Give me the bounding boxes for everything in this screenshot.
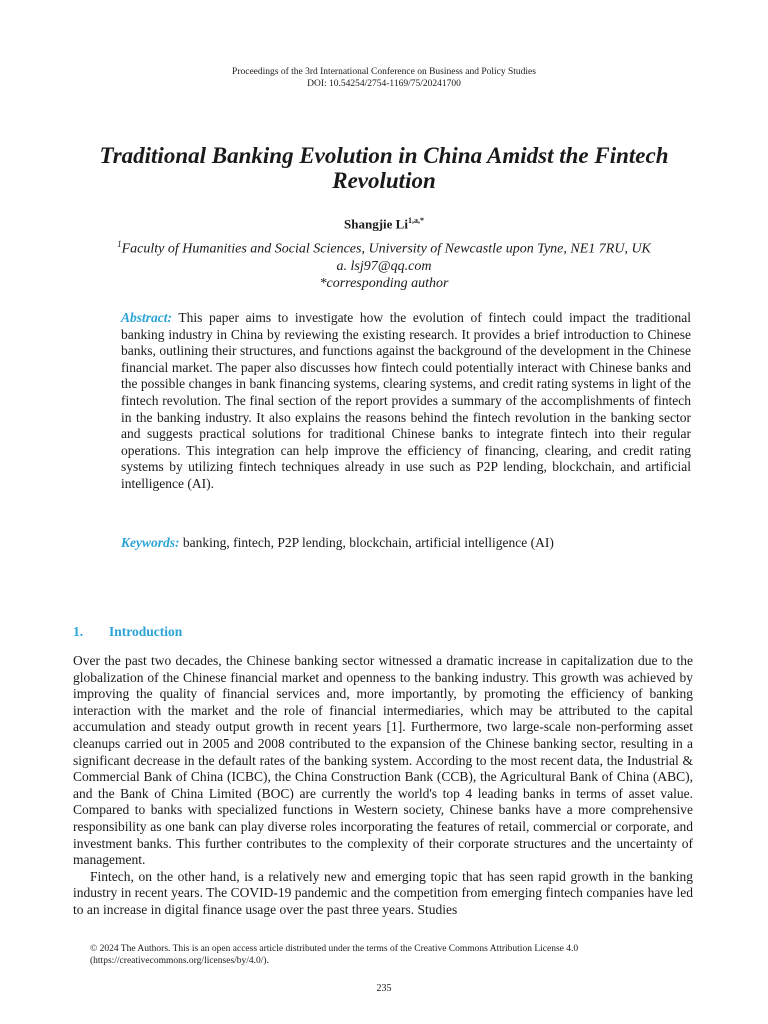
- license-line: © 2024 The Authors. This is an open access article distributed under the terms of the Creative Commons Attribution License 4.0: [90, 944, 579, 954]
- section-number: 1.: [73, 624, 84, 639]
- author-email[interactable]: a. lsj97@qq.com: [336, 258, 432, 274]
- keywords-text: banking, fintech, P2P lending, blockchain, artificial intelligence (AI): [182, 535, 554, 550]
- section-heading: [73, 623, 693, 640]
- abstract: [121, 310, 691, 493]
- running-header: [0, 67, 768, 90]
- paragraph-2: Fintech, on the other hand, is a relatively new and emerging topic that has seen rapid growth in the banking industry in recent years. The COVID-19 pandemic and the competition from emerging fintech companies have led to an increase in digital finance usage over the past three years. Studies: [73, 868, 693, 917]
- affiliation-text: Faculty of Humanities and Social Sciences, University of Newcastle upon Tyne, NE1 7RU, UK: [121, 241, 651, 257]
- conference-name: Proceedings of the 3rd International Conference on Business and Policy Studies: [232, 67, 536, 77]
- abstract-text: This paper aims to investigate how the evolution of fintech could impact the traditional banking industry in China by reviewing the existing research. It provides a brief introduction to Chinese banks, outlining their structures, and functions against the background of the development in the Chinese financial market. The paper also discusses how fintech could potentially interact with Chinese banks and the possible changes in bank financing systems, clearing systems, and credit rating systems in light of the fintech revolution. The final section of the report provides a summary of the accomplishments of fintech in the banking industry. It also explains the reasons behind the fintech revolution in the banking sector and suggests practical solutions for traditional Chinese banks to integrate fintech into their regular operations. This integration can help improve the efficiency of financing, clearing, and credit rating systems by utilizing fintech techniques already in use such as P2P lending, blockchain, and artificial intelligence (AI).: [121, 310, 691, 491]
- paragraph-1: Over the past two decades, the Chinese banking sector witnessed a dramatic increase in capitalization due to the globalization of the Chinese financial market and openness to the banking industry. This growth was achieved by improving the quality of financial services and, more importantly, by promoting the efficiency of banking interaction with the market and the role of financial intermediaries, which may be attributed to the capital accumulation and steady output growth in recent years [1]. Furthermore, two large-scale non-performing asset cleanups carried out in 2005 and 2008 contributed to the expansion of the Chinese banking sector, resulting in a significant decrease in the default rates of the banking system. According to the most recent data, the Industrial & Commercial Bank of China (ICBC), the China Construction Bank (CCB), the Agricultural Bank of China (ABC), and the Bank of China Limited (BOC) are currently the world's top 4 leading banks in terms of asset value. Compared to banks with specialized functions in Western society, Chinese banks have a more comprehensive responsibility as one bank can play diverse roles incorporating the features of retail, commercial or corporate, and investment banks. This further contributes to the complexity of their corporate structures and the uncertainty of management.: [73, 653, 693, 868]
- affiliation-block: [0, 236, 768, 292]
- author-superscript: 1,a,*: [407, 216, 424, 225]
- keywords: [121, 534, 691, 551]
- author-name: Shangjie Li: [344, 216, 408, 232]
- author-line: [0, 212, 768, 233]
- corresponding-note: *corresponding author: [319, 275, 449, 291]
- affiliation: [0, 236, 768, 258]
- abstract-label: Abstract:: [121, 310, 173, 325]
- section-title: Introduction: [109, 624, 183, 639]
- license-footnote: [90, 944, 693, 967]
- keywords-label: Keywords:: [121, 535, 180, 550]
- affiliation-superscript: 1: [117, 239, 122, 249]
- license-url[interactable]: (https://creativecommons.org/licenses/by/4.0/).: [90, 955, 269, 966]
- paper-title: Traditional Banking Evolution in China Amidst the Fintech Revolution: [99, 143, 669, 193]
- doi: DOI: 10.54254/2754-1169/75/20241700: [307, 78, 461, 89]
- page-number: 235: [376, 983, 392, 994]
- body-text: [73, 653, 693, 919]
